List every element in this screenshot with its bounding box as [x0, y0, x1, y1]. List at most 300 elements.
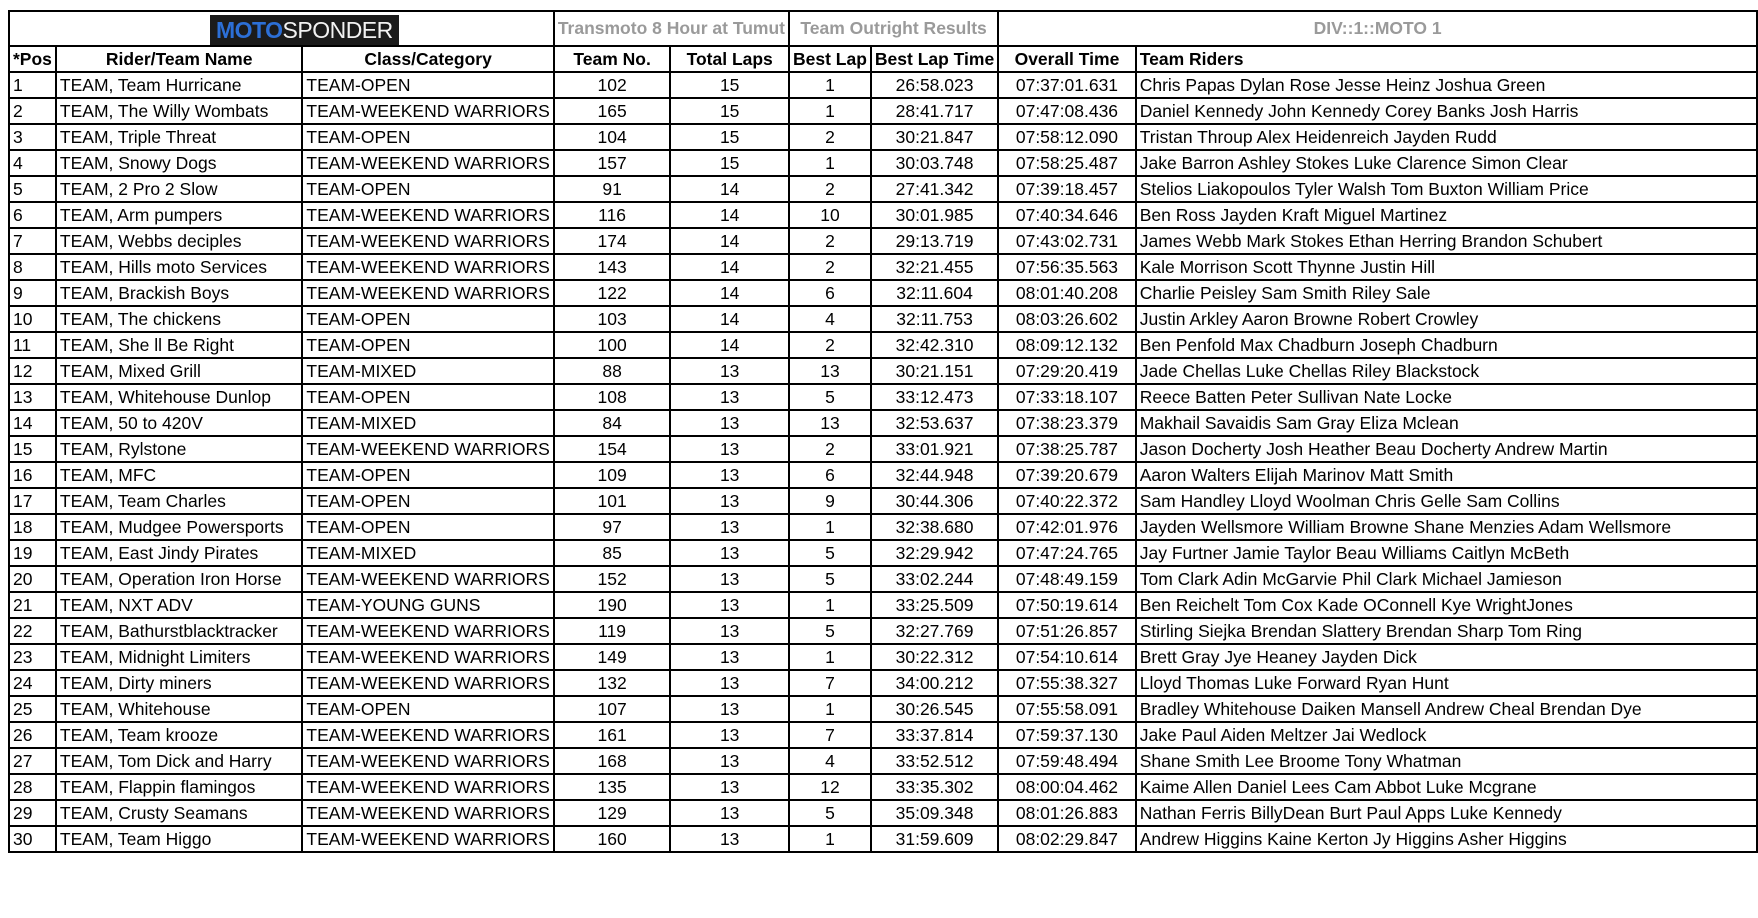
column-header: *Pos	[9, 46, 56, 72]
total-laps-cell: 14	[670, 254, 789, 280]
pos-cell: 20	[9, 566, 56, 592]
team-no-cell: 101	[554, 488, 671, 514]
pos-cell: 5	[9, 176, 56, 202]
table-row	[9, 800, 1757, 826]
team-riders-cell: Daniel Kennedy John Kennedy Corey Banks Josh Harris	[1136, 98, 1757, 124]
class-cell: TEAM-WEEKEND WARRIORS	[302, 436, 553, 462]
pos-cell: 27	[9, 748, 56, 774]
pos-cell: 1	[9, 72, 56, 98]
team-name-cell: TEAM, The chickens	[56, 306, 303, 332]
team-riders-cell: Tristan Throup Alex Heidenreich Jayden Rudd	[1136, 124, 1757, 150]
team-name-cell: TEAM, Hills moto Services	[56, 254, 303, 280]
team-no-cell: 135	[554, 774, 671, 800]
overall-time-cell: 07:59:48.494	[998, 748, 1136, 774]
best-lap-time-cell: 35:09.348	[871, 800, 998, 826]
table-row	[9, 670, 1757, 696]
best-lap-time-cell: 30:03.748	[871, 150, 998, 176]
team-riders-cell: Kaime Allen Daniel Lees Cam Abbot Luke Mcgrane	[1136, 774, 1757, 800]
pos-cell: 26	[9, 722, 56, 748]
total-laps-cell: 13	[670, 644, 789, 670]
team-name-cell: TEAM, Snowy Dogs	[56, 150, 303, 176]
pos-cell: 13	[9, 384, 56, 410]
team-no-cell: 103	[554, 306, 671, 332]
best-lap-cell: 12	[789, 774, 871, 800]
team-no-cell: 174	[554, 228, 671, 254]
best-lap-cell: 1	[789, 98, 871, 124]
best-lap-time-cell: 30:21.151	[871, 358, 998, 384]
total-laps-cell: 13	[670, 696, 789, 722]
overall-time-cell: 07:42:01.976	[998, 514, 1136, 540]
class-cell: TEAM-OPEN	[302, 488, 553, 514]
best-lap-cell: 5	[789, 566, 871, 592]
best-lap-cell: 1	[789, 826, 871, 852]
column-header: Best Lap	[789, 46, 871, 72]
overall-time-cell: 07:37:01.631	[998, 72, 1136, 98]
team-no-cell: 97	[554, 514, 671, 540]
pos-cell: 12	[9, 358, 56, 384]
team-name-cell: TEAM, Dirty miners	[56, 670, 303, 696]
team-name-cell: TEAM, Team Charles	[56, 488, 303, 514]
best-lap-cell: 5	[789, 800, 871, 826]
team-riders-cell: Reece Batten Peter Sullivan Nate Locke	[1136, 384, 1757, 410]
total-laps-cell: 14	[670, 228, 789, 254]
class-cell: TEAM-WEEKEND WARRIORS	[302, 254, 553, 280]
team-riders-cell: Sam Handley Lloyd Woolman Chris Gelle Sam Collins	[1136, 488, 1757, 514]
overall-time-cell: 07:51:26.857	[998, 618, 1136, 644]
team-name-cell: TEAM, Midnight Limiters	[56, 644, 303, 670]
class-cell: TEAM-WEEKEND WARRIORS	[302, 566, 553, 592]
results-body	[9, 72, 1757, 852]
best-lap-cell: 4	[789, 748, 871, 774]
team-no-cell: 88	[554, 358, 671, 384]
team-no-cell: 122	[554, 280, 671, 306]
table-row	[9, 488, 1757, 514]
total-laps-cell: 14	[670, 280, 789, 306]
class-cell: TEAM-MIXED	[302, 410, 553, 436]
team-no-cell: 168	[554, 748, 671, 774]
team-no-cell: 152	[554, 566, 671, 592]
best-lap-time-cell: 30:21.847	[871, 124, 998, 150]
overall-time-cell: 07:38:25.787	[998, 436, 1136, 462]
best-lap-cell: 5	[789, 618, 871, 644]
column-header: Team Riders	[1136, 46, 1757, 72]
overall-time-cell: 07:40:34.646	[998, 202, 1136, 228]
best-lap-cell: 13	[789, 358, 871, 384]
table-row	[9, 566, 1757, 592]
team-riders-cell: Nathan Ferris BillyDean Burt Paul Apps Luke Kennedy	[1136, 800, 1757, 826]
pos-cell: 9	[9, 280, 56, 306]
overall-time-cell: 07:50:19.614	[998, 592, 1136, 618]
table-row	[9, 462, 1757, 488]
best-lap-cell: 10	[789, 202, 871, 228]
overall-time-cell: 08:00:04.462	[998, 774, 1136, 800]
pos-cell: 25	[9, 696, 56, 722]
class-cell: TEAM-WEEKEND WARRIORS	[302, 150, 553, 176]
best-lap-time-cell: 33:37.814	[871, 722, 998, 748]
best-lap-time-cell: 33:25.509	[871, 592, 998, 618]
team-name-cell: TEAM, Flappin flamingos	[56, 774, 303, 800]
team-name-cell: TEAM, Tom Dick and Harry	[56, 748, 303, 774]
pos-cell: 22	[9, 618, 56, 644]
best-lap-cell: 5	[789, 540, 871, 566]
total-laps-cell: 13	[670, 774, 789, 800]
team-no-cell: 165	[554, 98, 671, 124]
best-lap-cell: 1	[789, 696, 871, 722]
event-title: Transmoto 8 Hour at Tumut	[554, 11, 789, 46]
best-lap-time-cell: 28:41.717	[871, 98, 998, 124]
team-no-cell: 116	[554, 202, 671, 228]
pos-cell: 4	[9, 150, 56, 176]
best-lap-time-cell: 32:38.680	[871, 514, 998, 540]
best-lap-time-cell: 33:01.921	[871, 436, 998, 462]
table-row	[9, 644, 1757, 670]
best-lap-cell: 2	[789, 176, 871, 202]
best-lap-cell: 4	[789, 306, 871, 332]
team-riders-cell: Jason Docherty Josh Heather Beau Docherty Andrew Martin	[1136, 436, 1757, 462]
team-riders-cell: Jayden Wellsmore William Browne Shane Menzies Adam Wellsmore	[1136, 514, 1757, 540]
pos-cell: 16	[9, 462, 56, 488]
best-lap-cell: 6	[789, 462, 871, 488]
best-lap-time-cell: 30:26.545	[871, 696, 998, 722]
team-no-cell: 143	[554, 254, 671, 280]
team-name-cell: TEAM, Team Higgo	[56, 826, 303, 852]
report-title: Team Outright Results	[789, 11, 998, 46]
best-lap-time-cell: 26:58.023	[871, 72, 998, 98]
team-riders-cell: Justin Arkley Aaron Browne Robert Crowley	[1136, 306, 1757, 332]
best-lap-time-cell: 34:00.212	[871, 670, 998, 696]
overall-time-cell: 07:29:20.419	[998, 358, 1136, 384]
total-laps-cell: 15	[670, 124, 789, 150]
team-riders-cell: James Webb Mark Stokes Ethan Herring Brandon Schubert	[1136, 228, 1757, 254]
best-lap-cell: 7	[789, 722, 871, 748]
total-laps-cell: 15	[670, 98, 789, 124]
team-riders-cell: Lloyd Thomas Luke Forward Ryan Hunt	[1136, 670, 1757, 696]
team-no-cell: 107	[554, 696, 671, 722]
total-laps-cell: 13	[670, 488, 789, 514]
best-lap-cell: 2	[789, 332, 871, 358]
overall-time-cell: 07:55:38.327	[998, 670, 1136, 696]
overall-time-cell: 07:58:25.487	[998, 150, 1136, 176]
class-cell: TEAM-OPEN	[302, 72, 553, 98]
best-lap-time-cell: 32:21.455	[871, 254, 998, 280]
banner-empty-cell	[9, 11, 56, 46]
team-name-cell: TEAM, Bathurstblacktracker	[56, 618, 303, 644]
team-name-cell: TEAM, Arm pumpers	[56, 202, 303, 228]
team-no-cell: 102	[554, 72, 671, 98]
best-lap-time-cell: 32:29.942	[871, 540, 998, 566]
class-cell: TEAM-WEEKEND WARRIORS	[302, 202, 553, 228]
overall-time-cell: 07:47:24.765	[998, 540, 1136, 566]
team-no-cell: 161	[554, 722, 671, 748]
overall-time-cell: 07:38:23.379	[998, 410, 1136, 436]
total-laps-cell: 13	[670, 384, 789, 410]
table-row	[9, 358, 1757, 384]
total-laps-cell: 13	[670, 462, 789, 488]
table-row	[9, 774, 1757, 800]
overall-time-cell: 07:33:18.107	[998, 384, 1136, 410]
total-laps-cell: 13	[670, 540, 789, 566]
best-lap-cell: 7	[789, 670, 871, 696]
column-header: Team No.	[554, 46, 671, 72]
class-cell: TEAM-WEEKEND WARRIORS	[302, 280, 553, 306]
table-row	[9, 202, 1757, 228]
total-laps-cell: 13	[670, 592, 789, 618]
best-lap-time-cell: 32:11.753	[871, 306, 998, 332]
pos-cell: 23	[9, 644, 56, 670]
table-row	[9, 540, 1757, 566]
team-no-cell: 104	[554, 124, 671, 150]
table-row	[9, 280, 1757, 306]
class-cell: TEAM-WEEKEND WARRIORS	[302, 98, 553, 124]
pos-cell: 7	[9, 228, 56, 254]
class-cell: TEAM-WEEKEND WARRIORS	[302, 800, 553, 826]
pos-cell: 19	[9, 540, 56, 566]
overall-time-cell: 07:39:18.457	[998, 176, 1136, 202]
team-name-cell: TEAM, Mixed Grill	[56, 358, 303, 384]
division-title: DIV::1::MOTO 1	[998, 11, 1757, 46]
team-name-cell: TEAM, Triple Threat	[56, 124, 303, 150]
team-no-cell: 149	[554, 644, 671, 670]
pos-cell: 14	[9, 410, 56, 436]
best-lap-time-cell: 33:02.244	[871, 566, 998, 592]
team-riders-cell: Aaron Walters Elijah Marinov Matt Smith	[1136, 462, 1757, 488]
table-row	[9, 124, 1757, 150]
class-cell: TEAM-WEEKEND WARRIORS	[302, 748, 553, 774]
team-no-cell: 84	[554, 410, 671, 436]
total-laps-cell: 13	[670, 800, 789, 826]
banner-row	[9, 11, 1757, 46]
class-cell: TEAM-WEEKEND WARRIORS	[302, 670, 553, 696]
pos-cell: 18	[9, 514, 56, 540]
class-cell: TEAM-OPEN	[302, 696, 553, 722]
team-name-cell: TEAM, Team Hurricane	[56, 72, 303, 98]
pos-cell: 3	[9, 124, 56, 150]
pos-cell: 15	[9, 436, 56, 462]
best-lap-cell: 1	[789, 592, 871, 618]
best-lap-time-cell: 33:12.473	[871, 384, 998, 410]
best-lap-time-cell: 33:52.512	[871, 748, 998, 774]
pos-cell: 2	[9, 98, 56, 124]
best-lap-time-cell: 30:44.306	[871, 488, 998, 514]
table-row	[9, 98, 1757, 124]
pos-cell: 30	[9, 826, 56, 852]
overall-time-cell: 07:55:58.091	[998, 696, 1136, 722]
team-name-cell: TEAM, Whitehouse	[56, 696, 303, 722]
team-riders-cell: Jake Barron Ashley Stokes Luke Clarence Simon Clear	[1136, 150, 1757, 176]
team-riders-cell: Shane Smith Lee Broome Tony Whatman	[1136, 748, 1757, 774]
logo-text-main: MOTO	[215, 16, 283, 43]
total-laps-cell: 13	[670, 722, 789, 748]
best-lap-cell: 6	[789, 280, 871, 306]
logo-cell	[56, 11, 554, 46]
table-row	[9, 436, 1757, 462]
pos-cell: 8	[9, 254, 56, 280]
class-cell: TEAM-OPEN	[302, 176, 553, 202]
team-no-cell: 129	[554, 800, 671, 826]
class-cell: TEAM-MIXED	[302, 358, 553, 384]
pos-cell: 28	[9, 774, 56, 800]
team-name-cell: TEAM, Whitehouse Dunlop	[56, 384, 303, 410]
best-lap-time-cell: 32:44.948	[871, 462, 998, 488]
best-lap-cell: 2	[789, 124, 871, 150]
team-name-cell: TEAM, She ll Be Right	[56, 332, 303, 358]
overall-time-cell: 08:03:26.602	[998, 306, 1136, 332]
total-laps-cell: 14	[670, 176, 789, 202]
best-lap-cell: 9	[789, 488, 871, 514]
team-no-cell: 85	[554, 540, 671, 566]
team-riders-cell: Ben Ross Jayden Kraft Miguel Martinez	[1136, 202, 1757, 228]
team-name-cell: TEAM, Webbs deciples	[56, 228, 303, 254]
total-laps-cell: 14	[670, 202, 789, 228]
team-name-cell: TEAM, NXT ADV	[56, 592, 303, 618]
total-laps-cell: 14	[670, 332, 789, 358]
team-riders-cell: Ben Penfold Max Chadburn Joseph Chadburn	[1136, 332, 1757, 358]
overall-time-cell: 08:02:29.847	[998, 826, 1136, 852]
best-lap-cell: 2	[789, 254, 871, 280]
team-no-cell: 119	[554, 618, 671, 644]
team-riders-cell: Jay Furtner Jamie Taylor Beau Williams Caitlyn McBeth	[1136, 540, 1757, 566]
team-riders-cell: Brett Gray Jye Heaney Jayden Dick	[1136, 644, 1757, 670]
best-lap-time-cell: 32:53.637	[871, 410, 998, 436]
column-header: Total Laps	[670, 46, 789, 72]
best-lap-time-cell: 27:41.342	[871, 176, 998, 202]
total-laps-cell: 13	[670, 566, 789, 592]
team-name-cell: TEAM, Operation Iron Horse	[56, 566, 303, 592]
best-lap-time-cell: 31:59.609	[871, 826, 998, 852]
logo-text-rest: SPONDER	[282, 16, 393, 43]
pos-cell: 29	[9, 800, 56, 826]
table-row	[9, 592, 1757, 618]
class-cell: TEAM-OPEN	[302, 306, 553, 332]
team-name-cell: TEAM, East Jindy Pirates	[56, 540, 303, 566]
class-cell: TEAM-OPEN	[302, 462, 553, 488]
team-riders-cell: Kale Morrison Scott Thynne Justin Hill	[1136, 254, 1757, 280]
class-cell: TEAM-WEEKEND WARRIORS	[302, 618, 553, 644]
class-cell: TEAM-WEEKEND WARRIORS	[302, 722, 553, 748]
table-row	[9, 722, 1757, 748]
team-riders-cell: Stelios Liakopoulos Tyler Walsh Tom Buxton William Price	[1136, 176, 1757, 202]
overall-time-cell: 07:48:49.159	[998, 566, 1136, 592]
team-name-cell: TEAM, Mudgee Powersports	[56, 514, 303, 540]
class-cell: TEAM-WEEKEND WARRIORS	[302, 826, 553, 852]
overall-time-cell: 07:47:08.436	[998, 98, 1136, 124]
team-riders-cell: Stirling Siejka Brendan Slattery Brendan Sharp Tom Ring	[1136, 618, 1757, 644]
best-lap-time-cell: 32:42.310	[871, 332, 998, 358]
best-lap-cell: 2	[789, 436, 871, 462]
total-laps-cell: 15	[670, 72, 789, 98]
results-table	[8, 10, 1758, 853]
table-row	[9, 176, 1757, 202]
overall-time-cell: 07:40:22.372	[998, 488, 1136, 514]
column-header: Class/Category	[302, 46, 553, 72]
class-cell: TEAM-WEEKEND WARRIORS	[302, 774, 553, 800]
table-row	[9, 618, 1757, 644]
total-laps-cell: 13	[670, 670, 789, 696]
team-no-cell: 160	[554, 826, 671, 852]
best-lap-time-cell: 32:11.604	[871, 280, 998, 306]
team-riders-cell: Andrew Higgins Kaine Kerton Jy Higgins Asher Higgins	[1136, 826, 1757, 852]
best-lap-cell: 1	[789, 72, 871, 98]
team-riders-cell: Ben Reichelt Tom Cox Kade OConnell Kye WrightJones	[1136, 592, 1757, 618]
best-lap-cell: 1	[789, 150, 871, 176]
class-cell: TEAM-YOUNG GUNS	[302, 592, 553, 618]
table-row	[9, 228, 1757, 254]
total-laps-cell: 13	[670, 618, 789, 644]
team-name-cell: TEAM, Team krooze	[56, 722, 303, 748]
table-row	[9, 384, 1757, 410]
column-header-row	[9, 46, 1757, 72]
table-row	[9, 332, 1757, 358]
pos-cell: 24	[9, 670, 56, 696]
best-lap-cell: 13	[789, 410, 871, 436]
column-header: Overall Time	[998, 46, 1136, 72]
best-lap-time-cell: 33:35.302	[871, 774, 998, 800]
team-riders-cell: Makhail Savaidis Sam Gray Eliza Mclean	[1136, 410, 1757, 436]
class-cell: TEAM-WEEKEND WARRIORS	[302, 644, 553, 670]
team-name-cell: TEAM, Rylstone	[56, 436, 303, 462]
table-row	[9, 826, 1757, 852]
class-cell: TEAM-OPEN	[302, 384, 553, 410]
best-lap-time-cell: 30:22.312	[871, 644, 998, 670]
team-name-cell: TEAM, MFC	[56, 462, 303, 488]
pos-cell: 21	[9, 592, 56, 618]
best-lap-time-cell: 32:27.769	[871, 618, 998, 644]
table-row	[9, 306, 1757, 332]
team-name-cell: TEAM, Brackish Boys	[56, 280, 303, 306]
overall-time-cell: 08:01:26.883	[998, 800, 1136, 826]
table-row	[9, 696, 1757, 722]
team-name-cell: TEAM, The Willy Wombats	[56, 98, 303, 124]
team-no-cell: 109	[554, 462, 671, 488]
team-no-cell: 157	[554, 150, 671, 176]
team-no-cell: 91	[554, 176, 671, 202]
team-riders-cell: Jake Paul Aiden Meltzer Jai Wedlock	[1136, 722, 1757, 748]
total-laps-cell: 13	[670, 358, 789, 384]
class-cell: TEAM-OPEN	[302, 332, 553, 358]
total-laps-cell: 14	[670, 306, 789, 332]
overall-time-cell: 07:43:02.731	[998, 228, 1136, 254]
class-cell: TEAM-OPEN	[302, 124, 553, 150]
best-lap-cell: 2	[789, 228, 871, 254]
total-laps-cell: 13	[670, 514, 789, 540]
column-header: Best Lap Time	[871, 46, 998, 72]
team-no-cell: 108	[554, 384, 671, 410]
table-row	[9, 748, 1757, 774]
team-no-cell: 100	[554, 332, 671, 358]
table-row	[9, 72, 1757, 98]
team-riders-cell: Bradley Whitehouse Daiken Mansell Andrew Cheal Brendan Dye	[1136, 696, 1757, 722]
team-no-cell: 154	[554, 436, 671, 462]
total-laps-cell: 13	[670, 826, 789, 852]
total-laps-cell: 15	[670, 150, 789, 176]
pos-cell: 6	[9, 202, 56, 228]
best-lap-time-cell: 29:13.719	[871, 228, 998, 254]
pos-cell: 11	[9, 332, 56, 358]
best-lap-cell: 1	[789, 644, 871, 670]
team-name-cell: TEAM, Crusty Seamans	[56, 800, 303, 826]
team-no-cell: 190	[554, 592, 671, 618]
table-row	[9, 254, 1757, 280]
best-lap-cell: 5	[789, 384, 871, 410]
team-name-cell: TEAM, 50 to 420V	[56, 410, 303, 436]
overall-time-cell: 07:56:35.563	[998, 254, 1136, 280]
table-row	[9, 150, 1757, 176]
overall-time-cell: 08:09:12.132	[998, 332, 1136, 358]
best-lap-cell: 1	[789, 514, 871, 540]
total-laps-cell: 13	[670, 410, 789, 436]
overall-time-cell: 08:01:40.208	[998, 280, 1136, 306]
team-riders-cell: Tom Clark Adin McGarvie Phil Clark Michael Jamieson	[1136, 566, 1757, 592]
